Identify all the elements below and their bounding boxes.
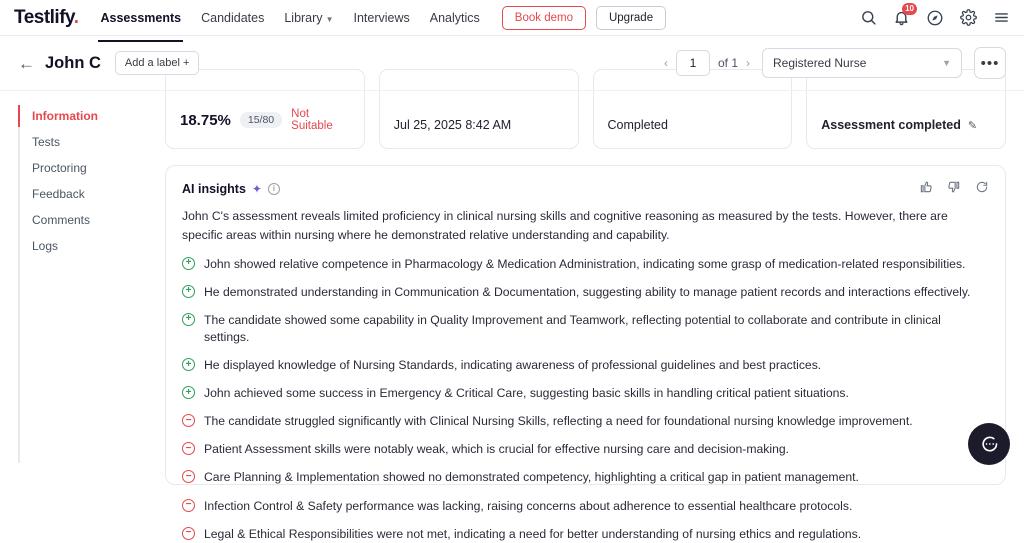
page-number-input[interactable]	[676, 50, 710, 76]
app-logo-text: Testlify	[14, 6, 74, 28]
gear-icon[interactable]	[960, 9, 977, 26]
prev-page-icon[interactable]: ‹	[663, 56, 668, 70]
score-value: 18.75%	[180, 111, 231, 129]
insight-text: John showed relative competence in Pharmacology & Medication Administration, indicating some grasp of medication-related responsibilities.	[204, 256, 966, 271]
sidebar-item-comments-label: Comments	[32, 213, 91, 227]
stage-label: Assessment completed	[821, 118, 961, 132]
page-total-label: of 1	[717, 56, 738, 70]
role-select-value: Registered Nurse	[773, 56, 867, 70]
sidebar-item-proctoring-label: Proctoring	[32, 161, 87, 175]
ai-summary-text: John C's assessment reveals limited proficiency in clinical nursing skills and cognitive reasoning as measured by the tests. However, there are specific areas within nursing where he demonstrated relative understanding and capability.	[182, 209, 948, 242]
sidebar-item-logs[interactable]	[18, 233, 165, 259]
candidate-sidebar	[0, 91, 165, 477]
nav-item-analytics-label: Analytics	[429, 10, 480, 25]
insight-item	[182, 385, 989, 402]
plus-circle-icon: +	[182, 285, 195, 298]
back-arrow-icon[interactable]: ←	[18, 53, 35, 73]
insight-text: John achieved some success in Emergency & Critical Care, suggesting basic skills in handling critical patient situations.	[204, 386, 849, 401]
insight-text: He displayed knowledge of Nursing Standards, indicating awareness of professional guidelines and best practices.	[204, 358, 822, 373]
insight-text: The candidate struggled significantly with Clinical Nursing Skills, reflecting a need for foundational nursing knowledge improvement.	[204, 414, 913, 429]
chevron-down-icon: ▼	[942, 58, 951, 68]
nav-links	[100, 3, 479, 33]
help-chat-button[interactable]	[968, 423, 1010, 465]
ai-insights-title: AI insights	[182, 181, 246, 196]
edit-stage-icon[interactable]	[961, 118, 977, 138]
upgrade-button[interactable]: Upgrade	[596, 6, 666, 30]
sidebar-item-proctoring[interactable]	[18, 155, 165, 181]
pencil-icon: ✎	[967, 120, 978, 132]
info-icon[interactable]: i	[268, 183, 280, 195]
minus-circle-icon: −	[182, 527, 195, 540]
logo-dot: .	[73, 6, 79, 28]
insight-text: The candidate showed some capability in Quality Improvement and Teamwork, reflecting potential to collaborate and contribute in clinical settings.	[204, 312, 941, 345]
insight-item	[182, 526, 989, 543]
insight-text: Care Planning & Implementation showed no demonstrated competency, highlighting a critical gap in patient management.	[204, 470, 859, 485]
nav-item-assessments[interactable]	[100, 3, 181, 33]
app-logo[interactable]	[14, 7, 78, 29]
subheader-controls	[664, 47, 1006, 79]
sparkle-icon: ✦	[251, 181, 262, 196]
next-page-icon[interactable]: ›	[746, 56, 750, 70]
sidebar-item-information-label: Information	[32, 109, 98, 123]
plus-circle-icon: +	[182, 386, 195, 399]
sidebar-item-tests-label: Tests	[32, 135, 61, 149]
sidebar-item-comments[interactable]	[18, 207, 165, 233]
plus-circle-icon: +	[182, 257, 195, 270]
score-fraction-badge: 15/80	[240, 112, 282, 128]
thumbs-down-icon[interactable]	[947, 180, 961, 197]
nav-item-candidates-label: Candidates	[201, 10, 265, 25]
compass-icon[interactable]	[926, 9, 944, 27]
plus-circle-icon: +	[182, 313, 195, 326]
main-content	[165, 91, 1024, 541]
insight-item	[182, 469, 989, 486]
nav-item-interviews[interactable]	[353, 3, 409, 33]
more-options-button[interactable]: •••	[974, 47, 1006, 79]
sidebar-item-information[interactable]	[18, 103, 165, 129]
nav-right-icons	[860, 4, 1010, 27]
role-select[interactable]	[762, 48, 962, 78]
pagination	[664, 50, 750, 76]
chat-icon	[979, 434, 999, 454]
bell-icon[interactable]	[893, 4, 914, 26]
page-body	[0, 91, 1024, 541]
nav-item-assessments-label: Assessments	[100, 10, 182, 25]
insight-text: Patient Assessment skills were notably weak, which is crucial for effective nursing care and decision-making.	[204, 442, 790, 457]
minus-circle-icon: −	[182, 414, 195, 427]
refresh-icon[interactable]	[975, 180, 989, 197]
ai-insights-header	[182, 180, 989, 197]
notification-badge: 10	[902, 3, 917, 15]
ai-insights-actions	[919, 180, 989, 197]
insight-item	[182, 498, 989, 515]
nav-item-interviews-label: Interviews	[353, 10, 410, 25]
suitability-status: Not Suitable	[291, 108, 333, 132]
insight-item	[182, 441, 989, 458]
insight-item	[182, 413, 989, 430]
score-card-row	[180, 108, 350, 138]
page-title: John C	[45, 53, 101, 72]
candidate-subheader	[0, 36, 1024, 91]
nav-cta-group	[502, 6, 666, 30]
nav-item-library-label: Library	[284, 10, 323, 25]
chevron-down-icon: ▼	[325, 14, 334, 24]
insight-item	[182, 312, 989, 346]
sidebar-item-logs-label: Logs	[32, 239, 59, 253]
minus-circle-icon: −	[182, 470, 195, 483]
insight-text: He demonstrated understanding in Communication & Documentation, suggesting ability to manage patient records and interactions effectively.	[204, 284, 971, 299]
insight-item	[182, 256, 989, 273]
nav-item-candidates[interactable]	[201, 3, 264, 33]
nav-item-analytics[interactable]	[430, 3, 480, 33]
insight-item	[182, 357, 989, 374]
sidebar-item-feedback-label: Feedback	[32, 187, 85, 201]
plus-circle-icon: +	[182, 358, 195, 371]
assessment-status: Completed	[607, 118, 668, 132]
insight-item	[182, 284, 989, 301]
thumbs-up-icon[interactable]	[919, 180, 933, 197]
top-navigation-bar	[0, 0, 1024, 36]
completed-date: Jul 25, 2025 8:42 AM	[393, 118, 512, 132]
add-label-button[interactable]: Add a label +	[115, 51, 200, 75]
search-icon[interactable]	[860, 9, 877, 26]
menu-icon[interactable]	[993, 9, 1010, 26]
minus-circle-icon: −	[182, 499, 195, 512]
minus-circle-icon: −	[182, 442, 195, 455]
ai-insights-panel	[165, 165, 1006, 541]
sidebar-item-tests[interactable]	[18, 129, 165, 155]
sidebar-item-feedback[interactable]	[18, 181, 165, 207]
nav-item-library[interactable]	[284, 3, 333, 33]
insight-text: Infection Control & Safety performance was lacking, raising concerns about adherence to essential healthcare protocols.	[204, 498, 853, 513]
book-demo-button[interactable]: Book demo	[502, 6, 586, 30]
insight-text: Legal & Ethical Responsibilities were not met, indicating a need for better understanding of nursing ethics and regulations.	[204, 526, 862, 541]
